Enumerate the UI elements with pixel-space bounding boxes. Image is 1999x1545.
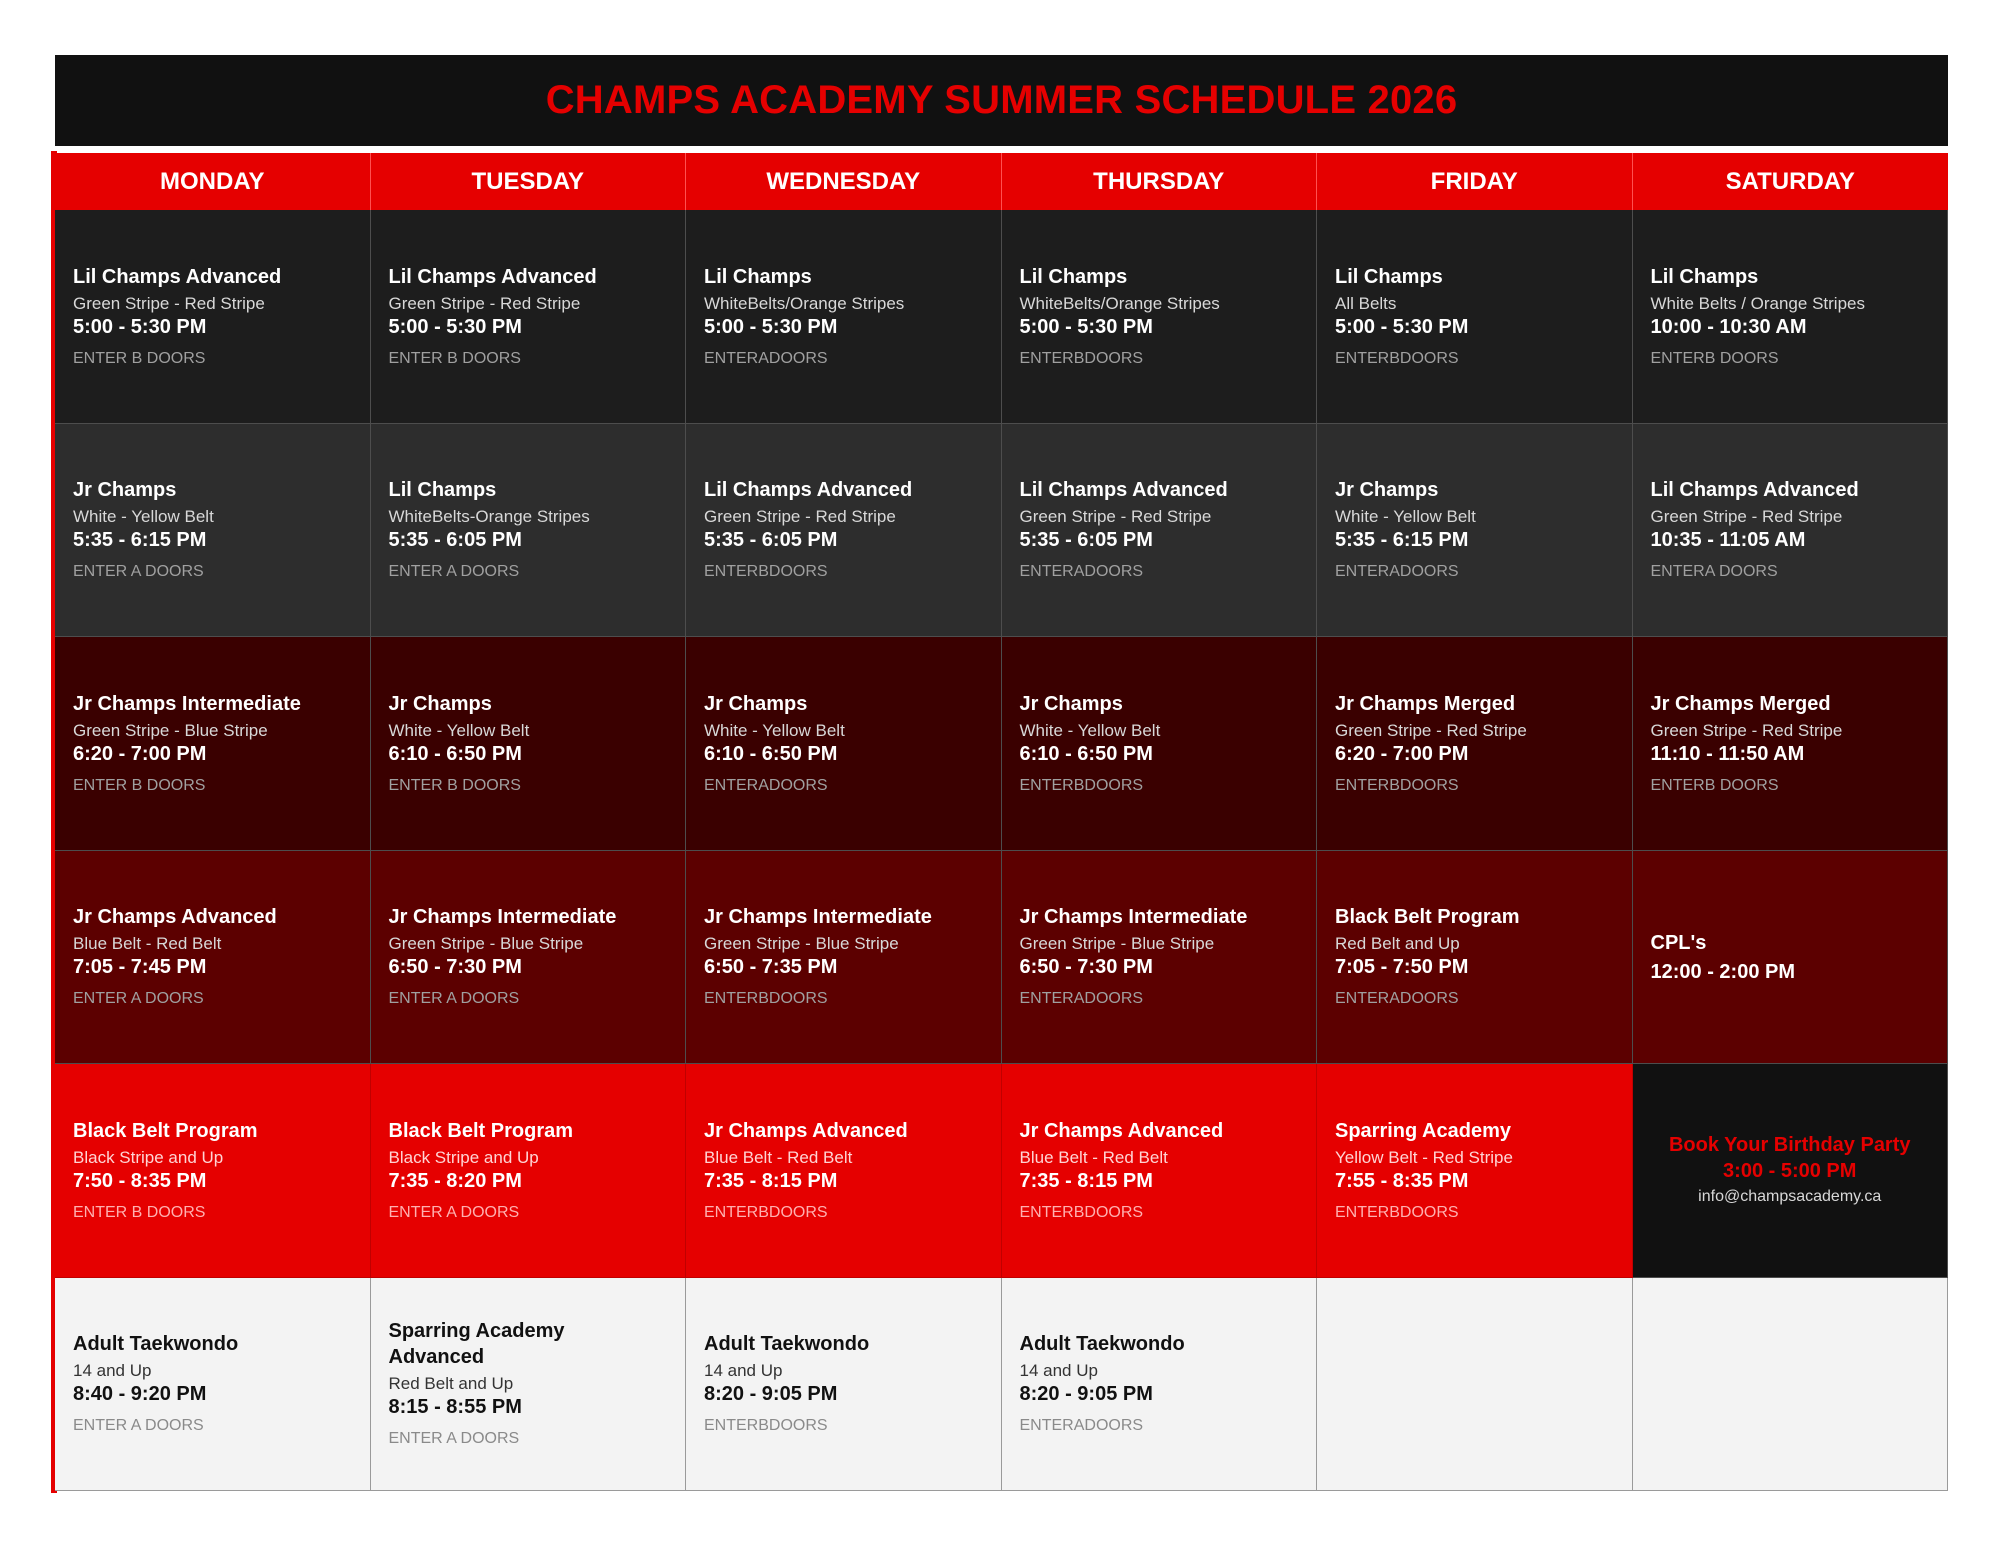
day-header-saturday: SATURDAY <box>1633 153 1949 210</box>
class-time: 5:35 - 6:05 PM <box>704 529 838 552</box>
class-cell <box>1002 1064 1318 1278</box>
class-door: ENTERBDOORS <box>704 990 828 1008</box>
class-name: Jr Champs Intermediate <box>388 906 617 929</box>
class-level: All Belts <box>1335 293 1397 313</box>
class-level: Green Stripe - Red Stripe <box>1650 720 1843 740</box>
party-time: 3:00 - 5:00 PM <box>1723 1160 1857 1183</box>
class-cell <box>55 1278 371 1492</box>
class-door: ENTERBDOORS <box>1335 349 1459 367</box>
class-time: 8:20 - 9:05 PM <box>704 1383 838 1406</box>
class-level: WhiteBelts/Orange Stripes <box>704 293 905 313</box>
class-name: Lil Champs <box>1335 265 1443 288</box>
class-cell <box>371 1278 687 1492</box>
class-door: ENTERBDOORS <box>1019 776 1144 794</box>
class-level: Green Stripe - Red Stripe <box>1650 507 1843 527</box>
class-name: Lil Champs Advanced <box>73 265 282 288</box>
class-cell <box>55 424 371 638</box>
class-level: WhiteBelts/Orange Stripes <box>1019 293 1220 313</box>
class-cell <box>55 1064 371 1278</box>
class-time: 8:20 - 9:05 PM <box>1019 1383 1153 1406</box>
class-time: 7:05 - 7:45 PM <box>73 956 207 979</box>
class-level: Black Stripe and Up <box>388 1147 539 1167</box>
class-cell <box>686 1064 1002 1278</box>
class-name: Lil Champs <box>1019 265 1128 288</box>
class-level: 14 and Up <box>73 1361 152 1381</box>
class-door: ENTERB DOORS <box>1650 776 1779 794</box>
class-time: 5:00 - 5:30 PM <box>1019 315 1153 338</box>
class-door: ENTER A DOORS <box>388 1203 520 1221</box>
class-level: Green Stripe - Red Stripe <box>1019 507 1212 527</box>
class-door: ENTERBDOORS <box>704 1417 828 1435</box>
day-header-monday: MONDAY <box>55 153 371 210</box>
class-level: Green Stripe - Blue Stripe <box>73 720 268 740</box>
class-level: Green Stripe - Blue Stripe <box>704 934 899 954</box>
class-name: Jr Champs Intermediate <box>1019 906 1248 929</box>
class-door: ENTERBDOORS <box>704 1203 828 1221</box>
class-level: Red Belt and Up <box>388 1374 514 1394</box>
class-cell <box>371 851 687 1065</box>
class-name: Adult Taekwondo <box>704 1333 870 1356</box>
class-time: 7:50 - 8:35 PM <box>73 1169 207 1192</box>
class-name: Lil Champs Advanced <box>1650 479 1859 502</box>
class-time: 10:35 - 11:05 AM <box>1650 529 1806 552</box>
class-time: 5:00 - 5:30 PM <box>73 315 207 338</box>
class-door: ENTERBDOORS <box>1335 776 1459 794</box>
class-time: 6:10 - 6:50 PM <box>388 742 522 765</box>
class-name: Lil Champs Advanced <box>1019 479 1228 502</box>
class-door: ENTER A DOORS <box>388 1430 520 1448</box>
birthday-party-promo <box>1633 1064 1949 1278</box>
class-name: CPL's <box>1650 931 1707 954</box>
class-level: Black Stripe and Up <box>73 1147 224 1167</box>
class-name: Adult Taekwondo <box>1019 1333 1185 1356</box>
class-cell <box>1317 424 1633 638</box>
empty-cell <box>1317 1278 1633 1492</box>
class-door: ENTERADOORS <box>1335 990 1459 1008</box>
party-title: Book Your Birthday Party <box>1668 1134 1911 1157</box>
class-time: 5:00 - 5:30 PM <box>1335 315 1469 338</box>
title-bar <box>55 55 1948 146</box>
class-level: White - Yellow Belt <box>704 720 845 740</box>
class-cell <box>686 424 1002 638</box>
class-name: Jr Champs <box>73 479 177 502</box>
class-cell <box>371 637 687 851</box>
class-time: 5:00 - 5:30 PM <box>704 315 838 338</box>
class-name: Sparring Academy Advanced <box>388 1320 565 1369</box>
class-level: Red Belt and Up <box>1335 934 1460 954</box>
class-time: 6:10 - 6:50 PM <box>704 742 838 765</box>
class-time: 7:35 - 8:15 PM <box>1019 1169 1153 1192</box>
class-time: 11:10 - 11:50 AM <box>1650 742 1805 765</box>
class-name: Jr Champs Merged <box>1335 692 1516 715</box>
class-door: ENTERADOORS <box>704 776 828 794</box>
class-name: Sparring Academy <box>1335 1119 1511 1142</box>
class-name: Jr Champs Intermediate <box>73 692 301 715</box>
class-time: 7:35 - 8:15 PM <box>704 1169 838 1192</box>
class-door: ENTERBDOORS <box>1335 1203 1459 1221</box>
class-door: ENTERADOORS <box>704 349 828 367</box>
class-name: Black Belt Program <box>388 1119 574 1142</box>
schedule-grid <box>55 153 1948 1491</box>
class-level: Green Stripe - Blue Stripe <box>1019 934 1215 954</box>
class-time: 7:55 - 8:35 PM <box>1335 1169 1469 1192</box>
class-door: ENTERBDOORS <box>1019 349 1144 367</box>
class-time: 5:35 - 6:15 PM <box>1335 529 1469 552</box>
class-level: Green Stripe - Red Stripe <box>704 507 896 527</box>
class-door: ENTER A DOORS <box>388 563 520 581</box>
class-cell <box>1317 210 1633 424</box>
class-name: Adult Taekwondo <box>73 1333 239 1356</box>
class-level: Green Stripe - Red Stripe <box>388 293 581 313</box>
class-name: Jr Champs Merged <box>1650 692 1831 715</box>
class-time: 6:20 - 7:00 PM <box>1335 742 1469 765</box>
class-time: 5:00 - 5:30 PM <box>388 315 522 338</box>
class-time: 5:35 - 6:15 PM <box>73 529 207 552</box>
class-cell <box>1002 637 1318 851</box>
class-door: ENTER B DOORS <box>388 349 521 367</box>
class-time: 6:20 - 7:00 PM <box>73 742 207 765</box>
class-level: White - Yellow Belt <box>1335 507 1476 527</box>
class-time: 5:35 - 6:05 PM <box>388 529 522 552</box>
class-cell <box>686 637 1002 851</box>
class-level: Yellow Belt - Red Stripe <box>1335 1147 1513 1167</box>
class-cell <box>55 210 371 424</box>
class-door: ENTER B DOORS <box>73 349 206 367</box>
class-time: 8:40 - 9:20 PM <box>73 1383 207 1406</box>
class-door: ENTERB DOORS <box>1650 349 1779 367</box>
class-cell <box>55 637 371 851</box>
class-level: White - Yellow Belt <box>73 507 214 527</box>
page-title: CHAMPS ACADEMY SUMMER SCHEDULE 2026 <box>545 78 1458 122</box>
class-door: ENTER B DOORS <box>388 776 521 794</box>
class-door: ENTERBDOORS <box>704 563 828 581</box>
class-cell <box>1633 210 1949 424</box>
class-time: 6:10 - 6:50 PM <box>1019 742 1153 765</box>
day-header-thursday: THURSDAY <box>1002 153 1318 210</box>
class-name: Lil Champs <box>1650 265 1759 288</box>
empty-cell <box>1633 1278 1949 1492</box>
class-time: 6:50 - 7:30 PM <box>388 956 522 979</box>
class-time: 7:35 - 8:20 PM <box>388 1169 522 1192</box>
class-level: White - Yellow Belt <box>388 720 530 740</box>
class-name: Lil Champs Advanced <box>704 479 913 502</box>
class-door: ENTERBDOORS <box>1019 1203 1144 1221</box>
class-door: ENTER B DOORS <box>73 1203 206 1221</box>
class-level: White - Yellow Belt <box>1019 720 1161 740</box>
class-name: Black Belt Program <box>1335 906 1520 929</box>
class-door: ENTER B DOORS <box>73 776 206 794</box>
class-name: Jr Champs Advanced <box>73 906 277 929</box>
class-cell <box>1317 1064 1633 1278</box>
class-cell <box>686 210 1002 424</box>
class-door: ENTER A DOORS <box>388 990 520 1008</box>
class-name: Jr Champs <box>1335 479 1439 502</box>
class-door: ENTERADOORS <box>1019 990 1144 1008</box>
class-time: 10:00 - 10:30 AM <box>1650 315 1807 338</box>
class-time: 12:00 - 2:00 PM <box>1650 960 1796 983</box>
class-time: 8:15 - 8:55 PM <box>388 1396 522 1419</box>
day-header-wednesday: WEDNESDAY <box>686 153 1002 210</box>
day-header-friday: FRIDAY <box>1317 153 1633 210</box>
class-cell <box>1002 210 1318 424</box>
class-time: 7:05 - 7:50 PM <box>1335 956 1469 979</box>
class-name: Black Belt Program <box>73 1119 258 1142</box>
class-level: Blue Belt - Red Belt <box>704 1147 853 1167</box>
class-level: 14 and Up <box>1019 1361 1098 1381</box>
class-level: Green Stripe - Blue Stripe <box>388 934 584 954</box>
class-cell <box>371 210 687 424</box>
class-cell <box>1002 851 1318 1065</box>
class-cell <box>1633 424 1949 638</box>
class-door: ENTERADOORS <box>1019 563 1144 581</box>
class-door: ENTER A DOORS <box>73 990 204 1008</box>
class-cell <box>686 1278 1002 1492</box>
cpl-cell <box>1633 851 1949 1065</box>
class-cell <box>371 1064 687 1278</box>
class-level: Green Stripe - Red Stripe <box>1335 720 1527 740</box>
day-header-tuesday: TUESDAY <box>371 153 687 210</box>
class-name: Jr Champs <box>388 692 492 715</box>
class-level: Blue Belt - Red Belt <box>1019 1147 1168 1167</box>
class-name: Jr Champs Advanced <box>1019 1119 1224 1142</box>
class-name: Lil Champs <box>388 479 497 502</box>
class-name: Jr Champs <box>704 692 808 715</box>
class-level: WhiteBelts-Orange Stripes <box>388 507 590 527</box>
class-level: White Belts / Orange Stripes <box>1650 293 1865 313</box>
class-level: Green Stripe - Red Stripe <box>73 293 265 313</box>
class-door: ENTER A DOORS <box>73 1417 204 1435</box>
class-name: Jr Champs <box>1019 692 1123 715</box>
class-name: Jr Champs Intermediate <box>704 906 932 929</box>
class-time: 6:50 - 7:30 PM <box>1019 956 1153 979</box>
class-level: Blue Belt - Red Belt <box>73 934 222 954</box>
class-cell <box>1002 1278 1318 1492</box>
class-level: 14 and Up <box>704 1361 783 1381</box>
class-name: Lil Champs Advanced <box>388 265 597 288</box>
class-cell <box>1317 851 1633 1065</box>
class-door: ENTERA DOORS <box>1650 563 1778 581</box>
class-name: Jr Champs Advanced <box>704 1119 908 1142</box>
class-door: ENTERADOORS <box>1019 1417 1144 1435</box>
class-cell <box>371 424 687 638</box>
class-cell <box>1002 424 1318 638</box>
class-cell <box>55 851 371 1065</box>
class-cell <box>1317 637 1633 851</box>
class-door: ENTERADOORS <box>1335 563 1459 581</box>
class-cell <box>1633 637 1949 851</box>
class-name: Lil Champs <box>704 265 812 288</box>
class-time: 5:35 - 6:05 PM <box>1019 529 1153 552</box>
class-door: ENTER A DOORS <box>73 563 204 581</box>
class-time: 6:50 - 7:35 PM <box>704 956 838 979</box>
class-cell <box>686 851 1002 1065</box>
party-email[interactable]: info@champsacademy.ca <box>1698 1188 1882 1206</box>
